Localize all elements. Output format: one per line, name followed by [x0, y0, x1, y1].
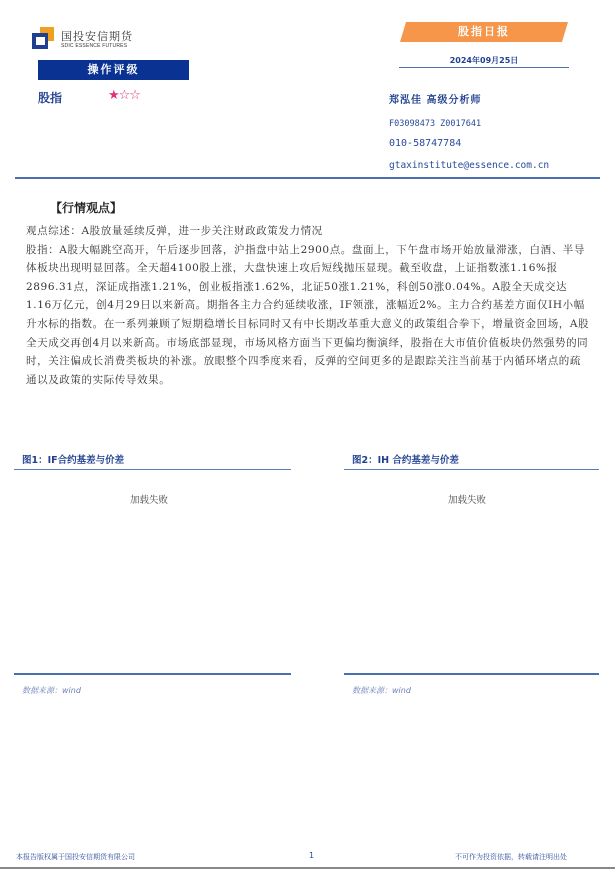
page-number: 1 — [309, 851, 315, 860]
analyst-name: 郑泓佳 高级分析师 — [389, 95, 482, 106]
figure-1-bottom-rule — [14, 673, 291, 675]
figure-2-load-failed: 加载失败 — [448, 495, 487, 506]
report-type-label: 股指日报 — [458, 25, 510, 38]
license-ids: F03098473 Z0017641 — [389, 119, 482, 129]
report-type-tag — [400, 22, 568, 42]
rating-bar: 操作评级 — [38, 60, 189, 80]
detail-paragraph: 股指：A股大幅跳空高开，午后逐步回落，沪指盘中站上2900点。盘面上，下午盘市场开始放量滞涨，白酒、半导体板块出现明显回落。全天超4100股上涨，大盘快速上攻后短线抛压显现。截至收盘，上证指数涨1.16%报2896.31点，深证成指涨1.21%，创业板指涨1.62%，北证50涨1.21%，科创50涨0.04%。A股全天成交达1.16万亿元，创4月29日以来新高。期指各主力合约延续收涨，IF领涨，涨幅近2%。主力合约基差方面仅IH小幅升水标的指数。在一系列兼顾了短期稳增长目标同时又有中长期改革重大意义的政策组合拳下，增量资金回场，A股全天成交再创4月以来新高。市场底部显现，市场风格方面当下更偏均衡演绎，股指在大市值价值板块仍然强势的同时，关注偏成长消费类板块的补涨。放眼整个四季度来看，反弹的空间更多的是跟踪关注当前基于内循环堵点的疏通以及政策的实际传导效果。 — [26, 243, 590, 386]
logo-english-name: SDIC ESSENCE FUTURES — [61, 43, 128, 49]
section-title: 【行情观点】 — [50, 201, 123, 215]
figure-1-source: 数据来源：wind — [22, 686, 81, 695]
figure-1-title: 图1：IF合约基差与价差 — [22, 455, 125, 466]
report-date: 2024年09月25日 — [449, 56, 519, 65]
summary-paragraph: 观点综述：A股放量延续反弹，进一步关注财政政策发力情况 — [26, 225, 323, 237]
rating-category: 股指 — [38, 91, 63, 105]
logo-mark-icon — [32, 27, 54, 49]
market-commentary — [26, 222, 592, 389]
company-logo — [32, 25, 152, 53]
rating-stars-icon: ★☆☆ — [108, 88, 140, 103]
figure-1-top-rule — [14, 469, 291, 470]
figure-2-title: 图2：IH 合约基差与价差 — [352, 455, 459, 466]
figure-2-top-rule — [344, 469, 599, 470]
footer-divider — [0, 867, 615, 869]
logo-chinese-name: 国投安信期货 — [61, 30, 133, 43]
figure-2-bottom-rule — [344, 673, 599, 675]
footer-disclaimer: 不可作为投资依据，转载请注明出处 — [455, 853, 567, 861]
email-link[interactable]: gtaxinstitute@essence.com.cn — [389, 160, 550, 171]
figure-2-source: 数据来源：wind — [352, 686, 411, 695]
phone-number: 010-58747784 — [389, 138, 462, 149]
footer-copyright: 本报告版权属于国投安信期货有限公司 — [16, 853, 135, 861]
date-divider — [399, 67, 569, 68]
figure-1-load-failed: 加载失败 — [130, 495, 169, 506]
header-divider — [15, 177, 600, 179]
